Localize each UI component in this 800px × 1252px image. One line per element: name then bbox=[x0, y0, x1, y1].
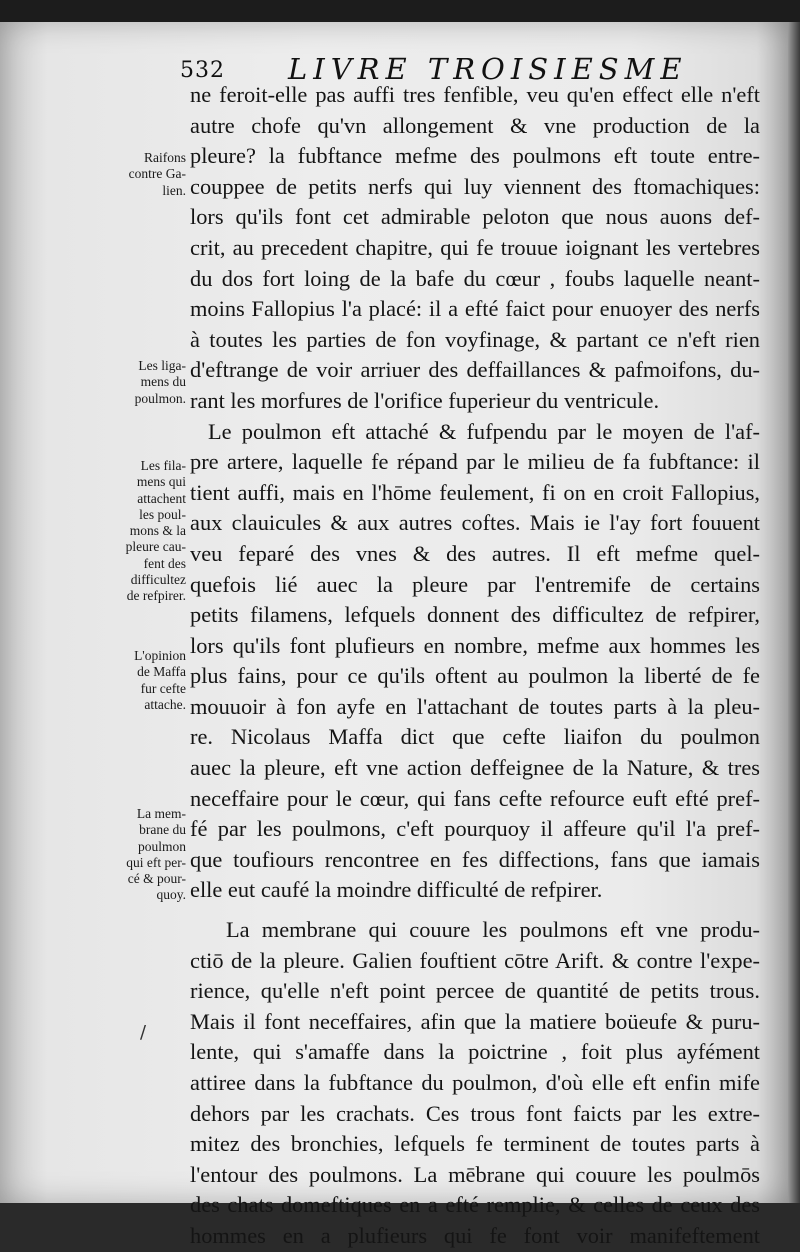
text-line: lors qu'ils font plufieurs en nombre, mefme aux hommes les bbox=[190, 632, 760, 658]
text-line: lors qu'ils font cet admirable peloton que nous auons def- bbox=[190, 204, 760, 230]
text-line: tient auffi, mais en l'hōme feulement, fi on en croit Fallopius, bbox=[190, 479, 760, 505]
margin-line: cé & pour- bbox=[127, 871, 186, 887]
margin-line: Raifons bbox=[144, 150, 186, 165]
text-line: re. Nicolaus Maffa dict que cefte liaifon du poulmon bbox=[190, 724, 760, 750]
margin-line: fur cefte bbox=[140, 680, 186, 696]
text-line: aux clauicules & aux autres coftes. Mais ie l'ay fort fouuent bbox=[190, 510, 760, 536]
margin-line: attachent bbox=[137, 490, 186, 506]
text-line: du dos fort loing de la bafe du cœur , foubs laquelle neant- bbox=[190, 265, 760, 291]
text-line: dehors par les crachats. Ces trous font faicts par les extre- bbox=[190, 1100, 760, 1126]
text-line: moins Fallopius l'a placé: il a efté faict pour enuoyer des nerfs bbox=[190, 296, 760, 322]
body-text bbox=[190, 80, 760, 1252]
margin-note-massa bbox=[98, 648, 186, 713]
text-line: à toutes les parties de fon voyfinage, & partant ce n'eft rien bbox=[190, 326, 760, 352]
margin-line: La mem- bbox=[136, 806, 186, 821]
margin-line: lien. bbox=[162, 182, 186, 198]
page-edge bbox=[788, 22, 800, 1203]
margin-note-raisons bbox=[98, 150, 186, 199]
text-line: ctiō de la pleure. Galien fouftient cōtre Arift. & contre l'expe- bbox=[190, 947, 760, 973]
margin-line: poulmon bbox=[137, 838, 186, 854]
margin-line: de Maffa bbox=[137, 664, 186, 680]
margin-line: brane du bbox=[139, 822, 186, 838]
text-line: pre artere, laquelle fe répand par le milieu de fa fubftance: il bbox=[190, 449, 760, 475]
text-line: mitez des bronchies, lefquels fe terminent de toutes parts à bbox=[190, 1131, 760, 1157]
book-title: LIVRE TROISIESME bbox=[288, 52, 688, 86]
margin-line: poulmon. bbox=[134, 390, 186, 406]
margin-note-filamens bbox=[98, 458, 186, 605]
page-number: 532 bbox=[180, 58, 225, 83]
text-line: plus fains, pour ce qu'ils oftent au poulmon la liberté de fe bbox=[190, 663, 760, 689]
text-line: Le poulmon eft attaché & fufpendu par le moyen de l'af- bbox=[208, 418, 760, 444]
paragraph-membrane bbox=[190, 915, 760, 1252]
text-line: neceffaire pour le cœur, qui fans cefte refource euft efté pref- bbox=[190, 785, 760, 811]
margin-line: quoy. bbox=[156, 887, 186, 903]
margin-note-membrane bbox=[98, 806, 186, 904]
text-line: auec la pleure, eft vne action deffeignee de la Nature, & tres bbox=[190, 755, 760, 781]
margin-line: attache. bbox=[144, 696, 186, 712]
text-line: fé par les poulmons, c'eft pourquoy il affeure qu'il l'a pref- bbox=[190, 816, 760, 842]
text-line: mouuoir à fon ayfe en l'attachant de toutes parts à la pleu- bbox=[190, 693, 760, 719]
margin-line: L'opinion bbox=[134, 648, 186, 663]
text-line: veu feparé des vnes & des autres. Il eft mefme quel- bbox=[190, 540, 760, 566]
text-line: crit, au precedent chapitre, qui fe trouue ioignant les vertebres bbox=[190, 234, 760, 260]
text-line: l'entour des poulmons. La mēbrane qui couure les poulmōs bbox=[190, 1161, 760, 1187]
paragraph-nerves bbox=[190, 80, 760, 417]
margin-line: mens qui bbox=[136, 474, 186, 490]
paragraph-attachment bbox=[190, 417, 760, 907]
text-line: couppee de petits nerfs qui luy viennent des ftomachiques: bbox=[190, 173, 760, 199]
margin-line: qui eft per- bbox=[126, 854, 186, 870]
text-line: elle eut caufé la moindre difficulté de refpirer. bbox=[190, 877, 603, 903]
text-line: pleure? la fubftance mefme des poulmons eft toute entre- bbox=[190, 143, 760, 169]
margin-line: de refpirer. bbox=[126, 588, 186, 604]
margin-line: fent des bbox=[143, 555, 186, 571]
text-line: rant les morfures de l'orifice fuperieur du ventricule. bbox=[190, 387, 660, 413]
text-line: autre chofe qu'vn allongement & vne production de la bbox=[190, 112, 760, 138]
text-line: hommes en a plufieurs qui fe font voir manifeftement bbox=[190, 1222, 760, 1248]
text-line: La membrane qui couure les poulmons eft vne produ- bbox=[226, 917, 760, 943]
margin-line: mons & la bbox=[129, 523, 186, 539]
text-line: quefois lié auec la pleure par l'entremife de certains bbox=[190, 571, 760, 597]
text-line: Mais il font neceffaires, afin que la matiere boüeufe & puru- bbox=[190, 1008, 760, 1034]
text-line: lente, qui s'amaffe dans la poictrine , foit plus ayfément bbox=[190, 1039, 760, 1065]
margin-line: les poul- bbox=[139, 506, 186, 522]
margin-line: Les fila- bbox=[140, 458, 186, 473]
text-line: que toufiours rencontree en fes diffections, fans que iamais bbox=[190, 846, 760, 872]
margin-line: difficultez bbox=[130, 572, 186, 588]
text-line: rience, qu'elle n'eft point percee de quantité de petits trous. bbox=[190, 978, 760, 1004]
margin-line: Les liga- bbox=[138, 358, 186, 373]
text-line: petits filamens, lefquels donnent des difficultez de refpirer, bbox=[190, 602, 760, 628]
text-line: des chats domeftiques en a efté remplie, & celles de ceux des bbox=[190, 1192, 760, 1218]
text-line: ne feroit-elle pas auffi tres fenfible, veu qu'en effect elle n'eft bbox=[190, 82, 760, 107]
stray-pen-mark: / bbox=[140, 1022, 147, 1043]
margin-line: pleure cau- bbox=[125, 539, 186, 555]
text-line: d'eftrange de voir arriuer des deffaillances & pafmoifons, du- bbox=[190, 357, 760, 383]
text-line: attiree dans la fubftance du poulmon, d'où elle eft enfin mife bbox=[190, 1070, 760, 1095]
margin-line: mens du bbox=[140, 374, 186, 390]
margin-line: contre Ga- bbox=[128, 166, 186, 182]
margin-note-ligamens bbox=[98, 358, 186, 407]
